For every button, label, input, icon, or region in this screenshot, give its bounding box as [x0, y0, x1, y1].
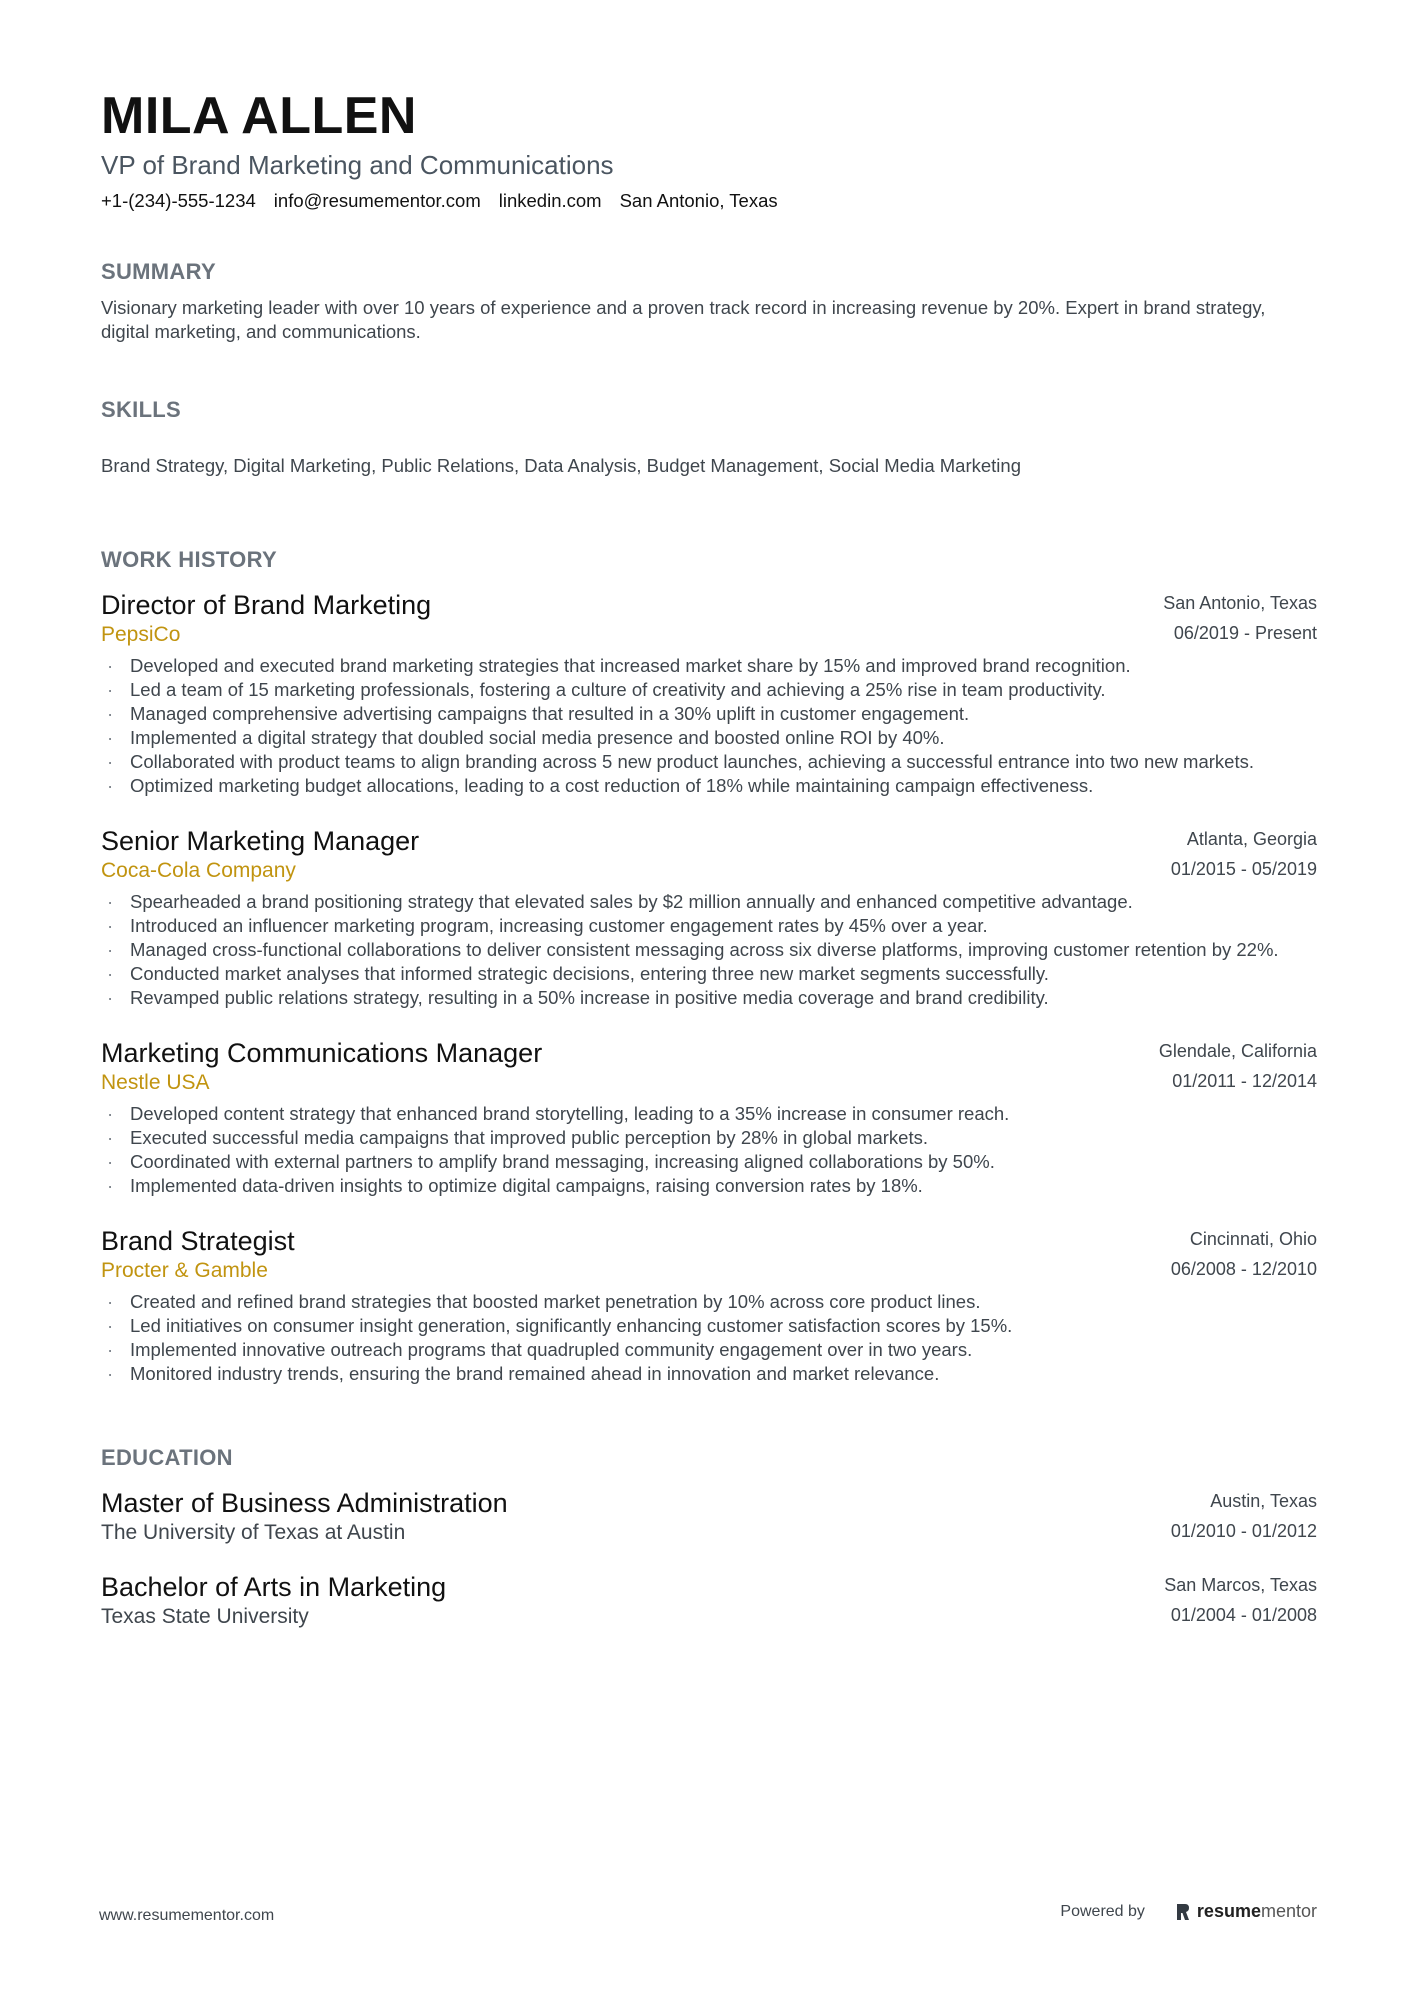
job-bullet-text: Spearheaded a brand positioning strategy that elevated sales by $2 million annually and enhanced competitive advantage. [130, 891, 1133, 912]
job-bullet-text: Implemented innovative outreach programs that quadrupled community engagement over in two years. [130, 1339, 973, 1360]
job-company: PepsiCo [101, 623, 181, 646]
bullet-dot: · [107, 1103, 114, 1124]
school-name: The University of Texas at Austin [101, 1521, 406, 1544]
job-bullet-text: Conducted market analyses that informed strategic decisions, entering three new market segments successfully. [130, 963, 1049, 984]
job-location: Cincinnati, Ohio [1189, 1229, 1317, 1249]
job-entry [101, 1036, 1317, 1198]
job-bullet-text: Led a team of 15 marketing professionals, fostering a culture of creativity and achieving a 25% rise in team productivity. [130, 679, 1106, 700]
contact-email: info@resumementor.com [273, 190, 481, 211]
job-bullet [101, 1362, 1320, 1386]
bullet-dot: · [107, 1339, 114, 1360]
bullet-dot: · [107, 1175, 114, 1196]
bullet-dot: · [107, 1291, 114, 1312]
job-bullet-text: Introduced an influencer marketing program, increasing customer engagement rates by 45% over a year. [130, 915, 988, 936]
job-role: Brand Strategist [101, 1226, 295, 1256]
skills-text: Brand Strategy, Digital Marketing, Public Relations, Data Analysis, Budget Management, Social Media Marketing [101, 455, 1021, 476]
job-bullet [101, 1174, 1320, 1198]
job-bullet [101, 1126, 1320, 1150]
job-company: Nestle USA [101, 1071, 210, 1094]
job-dates: 01/2011 - 12/2014 [1172, 1071, 1317, 1091]
summary-heading: SUMMARY [101, 259, 216, 284]
bullet-dot: · [107, 703, 114, 724]
bullet-dot: · [107, 963, 114, 984]
summary-section [101, 258, 1317, 344]
bullet-dot: · [107, 1315, 114, 1336]
job-bullet-text: Executed successful media campaigns that improved public perception by 28% in global markets. [130, 1127, 928, 1148]
brand-logo[interactable] [1175, 1901, 1317, 1922]
job-bullet-text: Managed comprehensive advertising campaigns that resulted in a 30% uplift in customer engagement. [130, 703, 970, 724]
brand-text-mentor: mentor [1260, 1901, 1317, 1921]
degree-name: Master of Business Administration [101, 1488, 508, 1518]
summary-text: Visionary marketing leader with over 10 years of experience and a proven track record in increasing revenue by 20%. Expert in brand strategy, digital marketing, and communications. [101, 297, 1266, 342]
contact-linkedin: linkedin.com [498, 190, 602, 211]
job-role: Marketing Communications Manager [101, 1038, 543, 1068]
job-bullet [101, 1338, 1320, 1362]
bullet-dot: · [107, 727, 114, 748]
bullet-dot: · [107, 751, 114, 772]
education-dates: 01/2004 - 01/2008 [1170, 1605, 1317, 1625]
job-location: Glendale, California [1158, 1041, 1317, 1061]
resumementor-logo-icon [1175, 1902, 1191, 1922]
skills-heading: SKILLS [101, 397, 182, 422]
job-bullet [101, 890, 1320, 914]
job-bullet [101, 962, 1320, 986]
job-bullet-text: Developed content strategy that enhanced brand storytelling, leading to a 35% increase in consumer reach. [130, 1103, 1010, 1124]
job-bullet [101, 702, 1320, 726]
contact-line [101, 188, 1317, 214]
job-location: Atlanta, Georgia [1186, 829, 1317, 849]
job-bullet [101, 726, 1320, 750]
job-dates: 01/2015 - 05/2019 [1170, 859, 1317, 879]
bullet-dot: · [107, 939, 114, 960]
job-bullet-text: Created and refined brand strategies that boosted market penetration by 10% across core product lines. [130, 1291, 981, 1312]
resume-page [101, 86, 1317, 1630]
candidate-name: MILA ALLEN [101, 87, 417, 145]
job-bullets [101, 654, 1317, 798]
education-dates: 01/2010 - 01/2012 [1170, 1521, 1317, 1541]
job-bullet-text: Implemented a digital strategy that doubled social media presence and boosted online ROI by 40%. [130, 727, 945, 748]
bullet-dot: · [107, 679, 114, 700]
candidate-title: VP of Brand Marketing and Communications [101, 150, 614, 180]
job-bullet [101, 914, 1320, 938]
job-bullet-text: Developed and executed brand marketing strategies that increased market share by 15% and improved brand recognition. [130, 655, 1131, 676]
school-name: Texas State University [101, 1605, 309, 1628]
education-entry [101, 1570, 1317, 1630]
contact-phone: +1-(234)-555-1234 [101, 190, 256, 211]
work-history-section [101, 546, 1317, 1386]
job-company: Procter & Gamble [101, 1259, 268, 1282]
footer-powered-by [1060, 1901, 1317, 1922]
job-bullet-text: Implemented data-driven insights to optimize digital campaigns, raising conversion rates by 18%. [130, 1175, 923, 1196]
bullet-dot: · [107, 987, 114, 1008]
job-bullet [101, 1290, 1320, 1314]
job-bullet [101, 1150, 1320, 1174]
job-entry [101, 1224, 1317, 1386]
education-entry [101, 1486, 1317, 1546]
job-bullet [101, 938, 1320, 962]
job-bullet [101, 1314, 1320, 1338]
degree-name: Bachelor of Arts in Marketing [101, 1572, 447, 1602]
job-location: San Antonio, Texas [1163, 593, 1317, 613]
education-heading: EDUCATION [101, 1445, 233, 1470]
footer-website[interactable]: www.resumementor.com [99, 1907, 275, 1924]
bullet-dot: · [107, 915, 114, 936]
bullet-dot: · [107, 891, 114, 912]
job-bullet [101, 750, 1320, 774]
education-section [101, 1444, 1317, 1630]
job-bullet-text: Optimized marketing budget allocations, leading to a cost reduction of 18% while maintaining campaign effectiveness. [130, 775, 1094, 796]
bullet-dot: · [107, 1151, 114, 1172]
job-bullet-text: Revamped public relations strategy, resulting in a 50% increase in positive media coverage and brand credibility. [130, 987, 1049, 1008]
brand-text-resume: resume [1196, 1901, 1261, 1921]
job-bullet [101, 1102, 1320, 1126]
job-entry [101, 588, 1317, 798]
job-company: Coca-Cola Company [101, 859, 296, 882]
job-bullet-text: Collaborated with product teams to align branding across 5 new product launches, achieving a successful entrance into two new markets. [130, 751, 1254, 772]
job-bullet-text: Coordinated with external partners to amplify brand messaging, increasing aligned collaborations by 50%. [130, 1151, 995, 1172]
bullet-dot: · [107, 1363, 114, 1384]
job-bullet [101, 774, 1320, 798]
education-location: Austin, Texas [1210, 1491, 1317, 1511]
job-entry [101, 824, 1317, 1010]
job-role: Senior Marketing Manager [101, 826, 420, 856]
education-location: San Marcos, Texas [1164, 1575, 1317, 1595]
contact-location: San Antonio, Texas [619, 190, 778, 211]
job-bullets [101, 1290, 1317, 1386]
job-dates: 06/2019 - Present [1173, 623, 1317, 643]
job-bullet [101, 654, 1320, 678]
bullet-dot: · [107, 775, 114, 796]
work-history-heading: WORK HISTORY [101, 547, 277, 572]
job-bullet-text: Led initiatives on consumer insight generation, significantly enhancing customer satisfaction scores by 15%. [130, 1315, 1013, 1336]
job-bullet-text: Monitored industry trends, ensuring the brand remained ahead in innovation and market relevance. [130, 1363, 940, 1384]
job-bullet [101, 986, 1320, 1010]
job-bullets [101, 1102, 1317, 1198]
job-bullets [101, 890, 1317, 1010]
bullet-dot: · [107, 655, 114, 676]
job-bullet-text: Managed cross-functional collaborations to deliver consistent messaging across six diverse platforms, improving customer retention by 22%. [130, 939, 1279, 960]
powered-by-label: Powered by [1060, 1902, 1145, 1920]
job-dates: 06/2008 - 12/2010 [1170, 1259, 1317, 1279]
skills-section [101, 396, 1317, 478]
bullet-dot: · [107, 1127, 114, 1148]
job-role: Director of Brand Marketing [101, 590, 432, 620]
job-bullet [101, 678, 1320, 702]
